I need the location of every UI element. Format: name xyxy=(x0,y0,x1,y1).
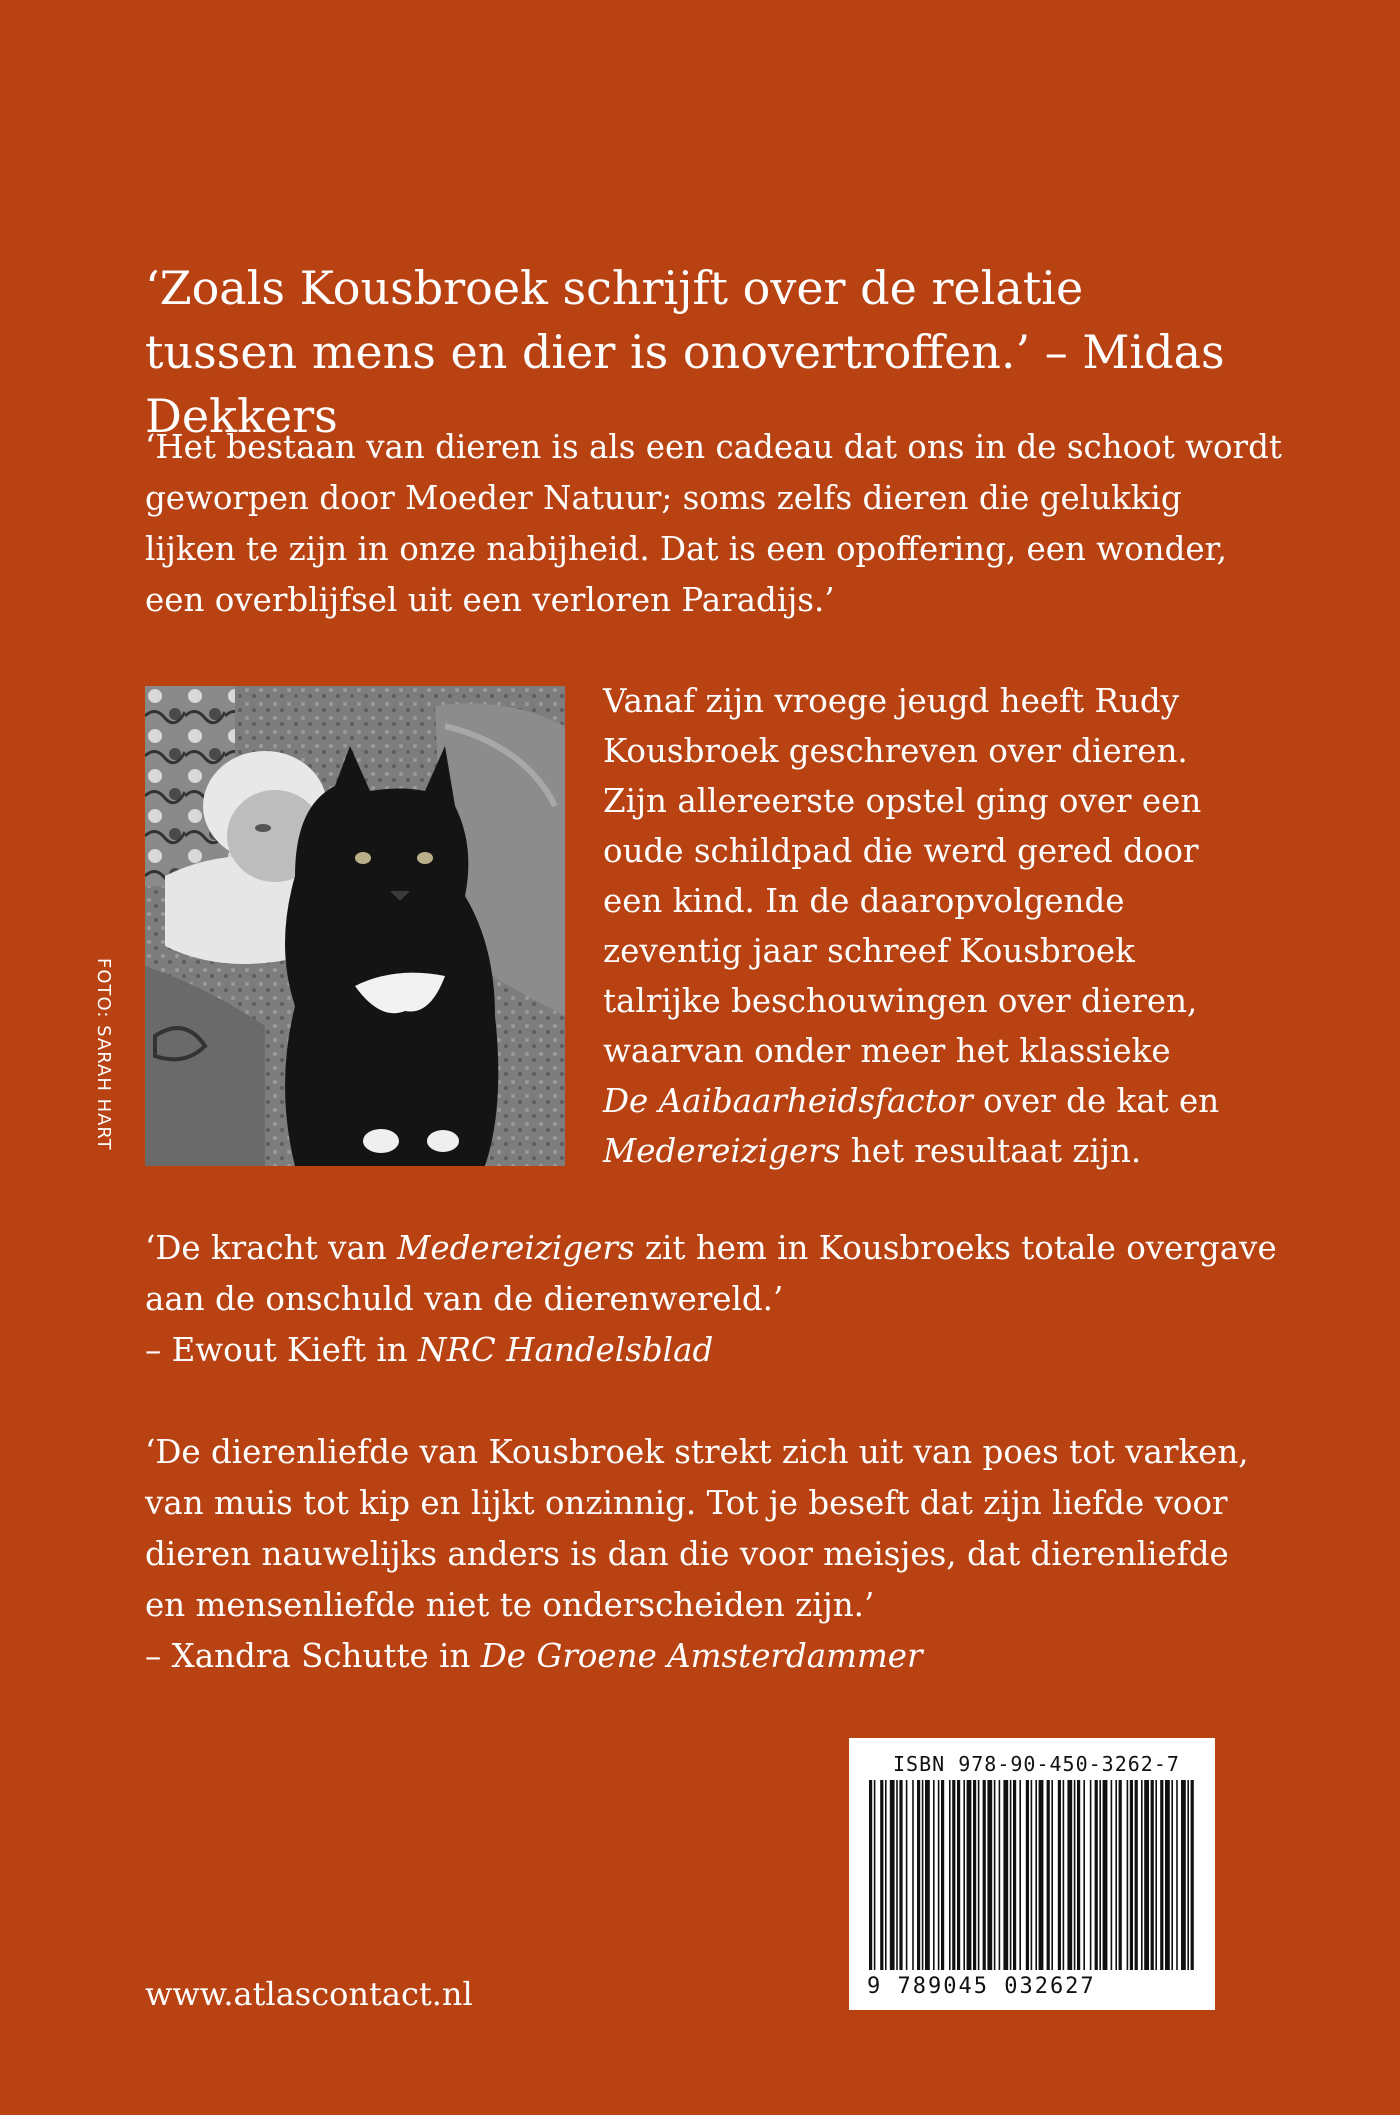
barcode-bar xyxy=(1013,1780,1016,1970)
barcode-bar xyxy=(1176,1780,1178,1970)
barcode-bar xyxy=(896,1780,898,1970)
barcode-bar xyxy=(1165,1780,1170,1970)
barcode-bar xyxy=(885,1780,887,1970)
barcode-bar xyxy=(1035,1780,1037,1970)
publication-name: De Groene Amsterdammer xyxy=(480,1637,923,1675)
barcode-bar xyxy=(1181,1780,1186,1970)
barcode-bar xyxy=(1074,1780,1076,1970)
barcode-digits: 9 789045 032627 xyxy=(867,1974,1096,1999)
book-title: Medereizigers xyxy=(603,1132,841,1170)
photo-credit: FOTO: SARAH HART xyxy=(93,958,114,1151)
barcode-bar xyxy=(1155,1780,1157,1970)
barcode-bar xyxy=(1151,1780,1154,1970)
barcode-bar xyxy=(952,1780,955,1970)
barcode-bar xyxy=(1063,1780,1065,1970)
quote-line: geworpen door Moeder Natuur; soms zelfs dieren die gelukkig xyxy=(145,479,1182,517)
barcode-bar xyxy=(963,1780,965,1970)
barcode-bar xyxy=(922,1780,924,1970)
quote-line: van muis tot kip en lijkt onzinnig. Tot je beseft dat zijn liefde voor xyxy=(145,1484,1228,1522)
barcode-bar xyxy=(1010,1780,1012,1970)
barcode-bar xyxy=(1051,1780,1053,1970)
bio-line: oude schildpad die werd gered door xyxy=(603,832,1199,870)
barcode-bar xyxy=(949,1780,951,1970)
barcode-bar xyxy=(1090,1780,1092,1970)
bio-line xyxy=(603,1126,1203,1176)
barcode-bar xyxy=(1111,1780,1113,1970)
barcode-bar xyxy=(925,1780,930,1970)
reviewer-name: – Ewout Kieft in xyxy=(145,1331,418,1369)
barcode-bar xyxy=(1039,1780,1044,1970)
barcode-bar xyxy=(983,1780,986,1970)
barcode-bar xyxy=(1003,1780,1008,1970)
barcode-bar xyxy=(938,1780,940,1970)
quote-attribution xyxy=(145,1631,1225,1682)
barcode-bar xyxy=(1077,1780,1080,1970)
barcode-bar xyxy=(1160,1780,1163,1970)
barcode-bar xyxy=(917,1780,920,1970)
barcode-bar xyxy=(999,1780,1001,1970)
bio-line: Vanaf zijn vroege jeugd heeft Rudy xyxy=(603,682,1180,720)
barcode-bar xyxy=(912,1780,914,1970)
barcode-bar xyxy=(880,1780,883,1970)
review-quote-groene xyxy=(145,1427,1249,1682)
publisher-website[interactable]: www.atlascontact.nl xyxy=(145,1975,473,2013)
barcode-bar xyxy=(1127,1780,1129,1970)
barcode-bar xyxy=(1135,1780,1138,1970)
barcode-bar xyxy=(1130,1780,1133,1970)
barcode-bar xyxy=(1083,1780,1085,1970)
quote-line: lijken te zijn in onze nabijheid. Dat is een opoffering, een wonder, xyxy=(145,530,1227,568)
barcode-bar xyxy=(1171,1780,1173,1970)
barcode-bar xyxy=(994,1780,996,1970)
quote-line: ‘De dierenliefde van Kousbroek strekt zich uit van poes tot varken, xyxy=(145,1433,1249,1471)
bio-line: zeventig jaar schreef Kousbroek xyxy=(603,932,1135,970)
barcode-bar xyxy=(1067,1780,1072,1970)
quote-text: ‘De kracht van xyxy=(145,1229,398,1267)
headline-line: mens en dier is onovertroffen.’ – Midas Dekkers xyxy=(145,325,1225,443)
bio-line: Kousbroek geschreven over dieren. xyxy=(603,732,1188,770)
quote-line: en mensenliefde niet te onderscheiden zijn.’ xyxy=(145,1586,875,1624)
barcode-bar xyxy=(978,1780,980,1970)
barcode-bar xyxy=(1099,1780,1101,1970)
barcode-bar xyxy=(1119,1780,1122,1970)
bio-text: over de kat en xyxy=(972,1082,1220,1120)
bio-text: het resultaat zijn. xyxy=(840,1132,1142,1170)
author-bio xyxy=(603,676,1220,1176)
barcode-bar xyxy=(1141,1780,1143,1970)
barcode-bar xyxy=(1095,1780,1098,1970)
author-photo xyxy=(145,686,565,1166)
quote-line: een overblijfsel uit een verloren Paradijs.’ xyxy=(145,581,835,619)
quote-line: ‘Het bestaan van dieren is als een cadeau dat ons in de schoot wordt xyxy=(145,428,1282,466)
barcode-bar xyxy=(1144,1780,1149,1970)
quote-text: zit hem in Kousbroeks totale overgave xyxy=(634,1229,1277,1267)
bio-line: een kind. In de daaropvolgende xyxy=(603,882,1125,920)
quote-line: aan de onschuld van de dierenwereld.’ xyxy=(145,1280,784,1318)
book-title: De Aaibaarheidsfactor xyxy=(603,1082,973,1120)
barcode-bar xyxy=(973,1780,976,1970)
publication-name: NRC Handelsblad xyxy=(418,1331,714,1369)
barcode-bar xyxy=(1031,1780,1033,1970)
bio-line: Zijn allereerste opstel ging over een xyxy=(603,782,1202,820)
headline-quote xyxy=(145,256,1245,448)
quote-line: dieren nauwelijks anders is dan die voor meisjes, dat dierenliefde xyxy=(145,1535,1229,1573)
barcode-bar xyxy=(1019,1780,1021,1970)
barcode-bar xyxy=(899,1780,902,1970)
barcode-bar xyxy=(957,1780,960,1970)
reviewer-name: – Xandra Schutte in xyxy=(145,1637,481,1675)
kousbroek-quote xyxy=(145,422,1282,626)
book-title: Medereizigers xyxy=(397,1229,635,1267)
barcode-bar xyxy=(1191,1780,1194,1970)
bio-line: waarvan onder meer het klassieke xyxy=(603,1032,1171,1070)
isbn-label: ISBN 978-90-450-3262-7 xyxy=(893,1752,1180,1776)
barcode-bar xyxy=(1026,1780,1029,1970)
barcode-bar xyxy=(941,1780,944,1970)
quote-attribution xyxy=(145,1325,1225,1376)
barcode-bar xyxy=(1058,1780,1061,1970)
barcode-bar xyxy=(869,1780,872,1970)
barcode-bar xyxy=(906,1780,908,1970)
barcode-bar xyxy=(967,1780,972,1970)
barcode-bar xyxy=(1115,1780,1117,1970)
barcode-bar xyxy=(874,1780,876,1970)
bio-line: talrijke beschouwingen over dieren, xyxy=(603,982,1198,1020)
quote-line xyxy=(145,1223,1277,1274)
barcode-bar xyxy=(987,1780,992,1970)
barcode-bars xyxy=(867,1780,1197,1970)
review-quote-nrc xyxy=(145,1223,1277,1376)
headline-line: ‘Zoals Kousbroek schrijft over de relatie tussen xyxy=(145,261,1084,379)
barcode-bar xyxy=(933,1780,935,1970)
barcode-bar xyxy=(1103,1780,1108,1970)
barcode-bar xyxy=(890,1780,895,1970)
barcode-bar xyxy=(1047,1780,1050,1970)
barcode-bar xyxy=(1187,1780,1189,1970)
isbn-barcode xyxy=(849,1738,1215,2010)
bio-line xyxy=(603,1076,1220,1126)
